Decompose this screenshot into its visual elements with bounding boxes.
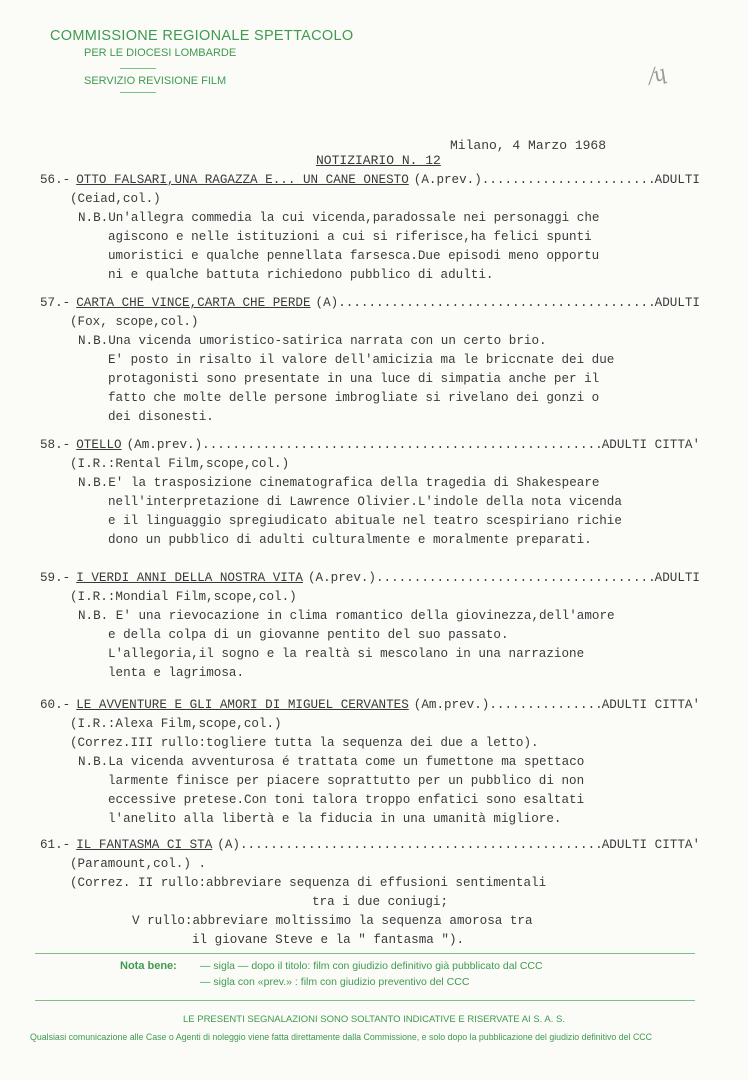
note-line: eccessive pretese.Con toni talora troppo enfatici sono esaltati bbox=[108, 793, 585, 807]
note-line: lenta e lagrimosa. bbox=[108, 666, 245, 680]
verdict-type: (A.prev.) bbox=[307, 571, 376, 585]
dot-leader bbox=[489, 696, 601, 715]
entry-number: 56.- bbox=[40, 173, 71, 187]
distributor: (Ceiad,col.) bbox=[70, 192, 161, 206]
note-line: protagonisti sono presentate in una luce di simpatia anche per il bbox=[108, 372, 600, 386]
note-line: — sigla con «prev.» : film con giudizio preventivo del CCC bbox=[200, 976, 470, 988]
rating: ADULTI CITTA' bbox=[601, 838, 700, 852]
note-line: N.B. E' una rievocazione in clima romantico della giovinezza,dell'amore bbox=[78, 609, 615, 623]
dot-leader bbox=[202, 436, 602, 455]
divider bbox=[35, 953, 695, 954]
film-title: OTTO FALSARI,UNA RAGAZZA E... UN CANE ONESTO bbox=[76, 173, 409, 187]
note-line: ni e qualche battuta richiedono pubblico di adulti. bbox=[108, 268, 494, 282]
film-entry bbox=[40, 436, 700, 550]
rating: ADULTI CITTA' bbox=[601, 698, 700, 712]
verdict-type: (Am.prev.) bbox=[126, 438, 203, 452]
correction-line: (Correz. II rullo:abbreviare sequenza di effusioni sentimentali bbox=[70, 876, 547, 890]
note-line: L'allegoria,il sogno e la realtà si mescolano in una narrazione bbox=[108, 647, 585, 661]
film-title: CARTA CHE VINCE,CARTA CHE PERDE bbox=[76, 296, 311, 310]
entry-number: 57.- bbox=[40, 296, 71, 310]
divider bbox=[35, 1000, 695, 1001]
letterhead-service: SERVIZIO REVISIONE FILM bbox=[84, 75, 227, 87]
note-line: — sigla — dopo il titolo: film con giudizio definitivo già pubblicato dal CCC bbox=[200, 960, 543, 972]
distributor: (I.R.:Alexa Film,scope,col.) bbox=[70, 717, 282, 731]
verdict-type: (Am.prev.) bbox=[413, 698, 490, 712]
document-date: Milano, 4 Marzo 1968 bbox=[450, 138, 607, 153]
note-line: agiscono e nelle istituzioni a cui si riferisce,ha felici spunti bbox=[108, 230, 592, 244]
distributor: (I.R.:Mondial Film,scope,col.) bbox=[70, 590, 297, 604]
entry-number: 61.- bbox=[40, 838, 71, 852]
correction-line: il giovane Steve e la " fantasma "). bbox=[192, 933, 465, 947]
entry-number: 59.- bbox=[40, 571, 71, 585]
rating: ADULTI bbox=[654, 296, 700, 310]
letterhead-sub: PER LE DIOCESI LOMBARDE bbox=[84, 47, 237, 59]
film-title: IL FANTASMA CI STA bbox=[76, 838, 213, 852]
entry-header bbox=[40, 171, 700, 190]
entry-number: 60.- bbox=[40, 698, 71, 712]
note-line: N.B.Una vicenda umoristico-satirica narrata con un certo brio. bbox=[78, 334, 547, 348]
film-entry bbox=[40, 294, 700, 427]
note-line: N.B.Un'allegra commedia la cui vicenda,paradossale nei personaggi che bbox=[78, 211, 600, 225]
film-entry bbox=[40, 696, 700, 829]
entry-header bbox=[40, 294, 700, 313]
entry-header bbox=[40, 436, 700, 455]
letterhead-org: COMMISSIONE REGIONALE SPETTACOLO bbox=[50, 28, 354, 44]
dot-leader bbox=[376, 569, 655, 588]
note-line: E' posto in risalto il valore dell'amicizia ma le briccnate dei due bbox=[108, 353, 615, 367]
distributor: (Paramount,col.) . bbox=[70, 857, 207, 871]
verdict-type: (A.prev.) bbox=[413, 173, 482, 187]
rating: ADULTI CITTA' bbox=[601, 438, 700, 452]
note-line: N.B.E' la trasposizione cinematografica della tragedia di Shakespeare bbox=[78, 476, 600, 490]
note-line: nell'interpretazione di Lawrence Olivier.L'indole della nota vicenda bbox=[108, 495, 622, 509]
film-entry bbox=[40, 171, 700, 285]
bulletin-title: NOTIZIARIO N. 12 bbox=[316, 153, 441, 168]
film-title: OTELLO bbox=[76, 438, 122, 452]
distributor: (Fox, scope,col.) bbox=[70, 315, 199, 329]
note-line: larmente finisce per piacere soprattutto per un pubblico di non bbox=[108, 774, 585, 788]
film-title: LE AVVENTURE E GLI AMORI DI MIGUEL CERVANTES bbox=[76, 698, 409, 712]
film-title: I VERDI ANNI DELLA NOSTRA VITA bbox=[76, 571, 303, 585]
entry-header bbox=[40, 696, 700, 715]
distributor: (I.R.:Rental Film,scope,col.) bbox=[70, 457, 290, 471]
entry-number: 58.- bbox=[40, 438, 71, 452]
note-label: Nota bene: bbox=[120, 960, 177, 972]
film-entry bbox=[40, 836, 700, 950]
handwritten-mark: ⁄ɥ bbox=[646, 59, 670, 89]
note-line: e della colpa di un giovanne pentito del suo passato. bbox=[108, 628, 509, 642]
divider bbox=[120, 68, 156, 69]
footer-disclaimer: Qualsiasi comunicazione alle Case o Agenti di noleggio viene fatta direttamente dalla Commissione, e solo dopo la pubblicazione del giudizio definitivo del CCC bbox=[30, 1032, 653, 1042]
entry-header bbox=[40, 836, 700, 855]
correction-line: tra i due coniugi; bbox=[312, 895, 449, 909]
rating: ADULTI bbox=[654, 571, 700, 585]
correction-line: (Correz.III rullo:togliere tutta la sequenza dei due a letto). bbox=[70, 736, 539, 750]
note-line: N.B.La vicenda avventurosa é trattata come un fumettone ma spettaco bbox=[78, 755, 585, 769]
verdict-type: (A) bbox=[315, 296, 339, 310]
note-line: l'anelito alla libertà e la fiducia in una umanità migliore. bbox=[108, 812, 562, 826]
note-line: e il linguaggio spregiudicato abituale nel teatro scespiriano richie bbox=[108, 514, 622, 528]
dot-leader bbox=[482, 171, 655, 190]
footer-notice: LE PRESENTI SEGNALAZIONI SONO SOLTANTO INDICATIVE E RISERVATE AI S. A. S. bbox=[182, 1014, 566, 1025]
note-line: umoristici e qualche pennellata farsesca.Due episodi meno opportu bbox=[108, 249, 600, 263]
divider bbox=[120, 92, 156, 93]
entry-header bbox=[40, 569, 700, 588]
correction-line: V rullo:abbreviare moltissimo la sequenza amorosa tra bbox=[132, 914, 533, 928]
verdict-type: (A) bbox=[217, 838, 240, 852]
dot-leader bbox=[240, 836, 602, 855]
rating: ADULTI bbox=[654, 173, 700, 187]
film-entry bbox=[40, 569, 700, 683]
note-line: fatto che molte delle persone imbrogliate si rivelano dei gonzi o bbox=[108, 391, 600, 405]
dot-leader bbox=[338, 294, 654, 313]
note-line: dei disonesti. bbox=[108, 410, 214, 424]
note-line: dono un pubblico di adulti culturalmente e moralmente preparati. bbox=[108, 533, 592, 547]
